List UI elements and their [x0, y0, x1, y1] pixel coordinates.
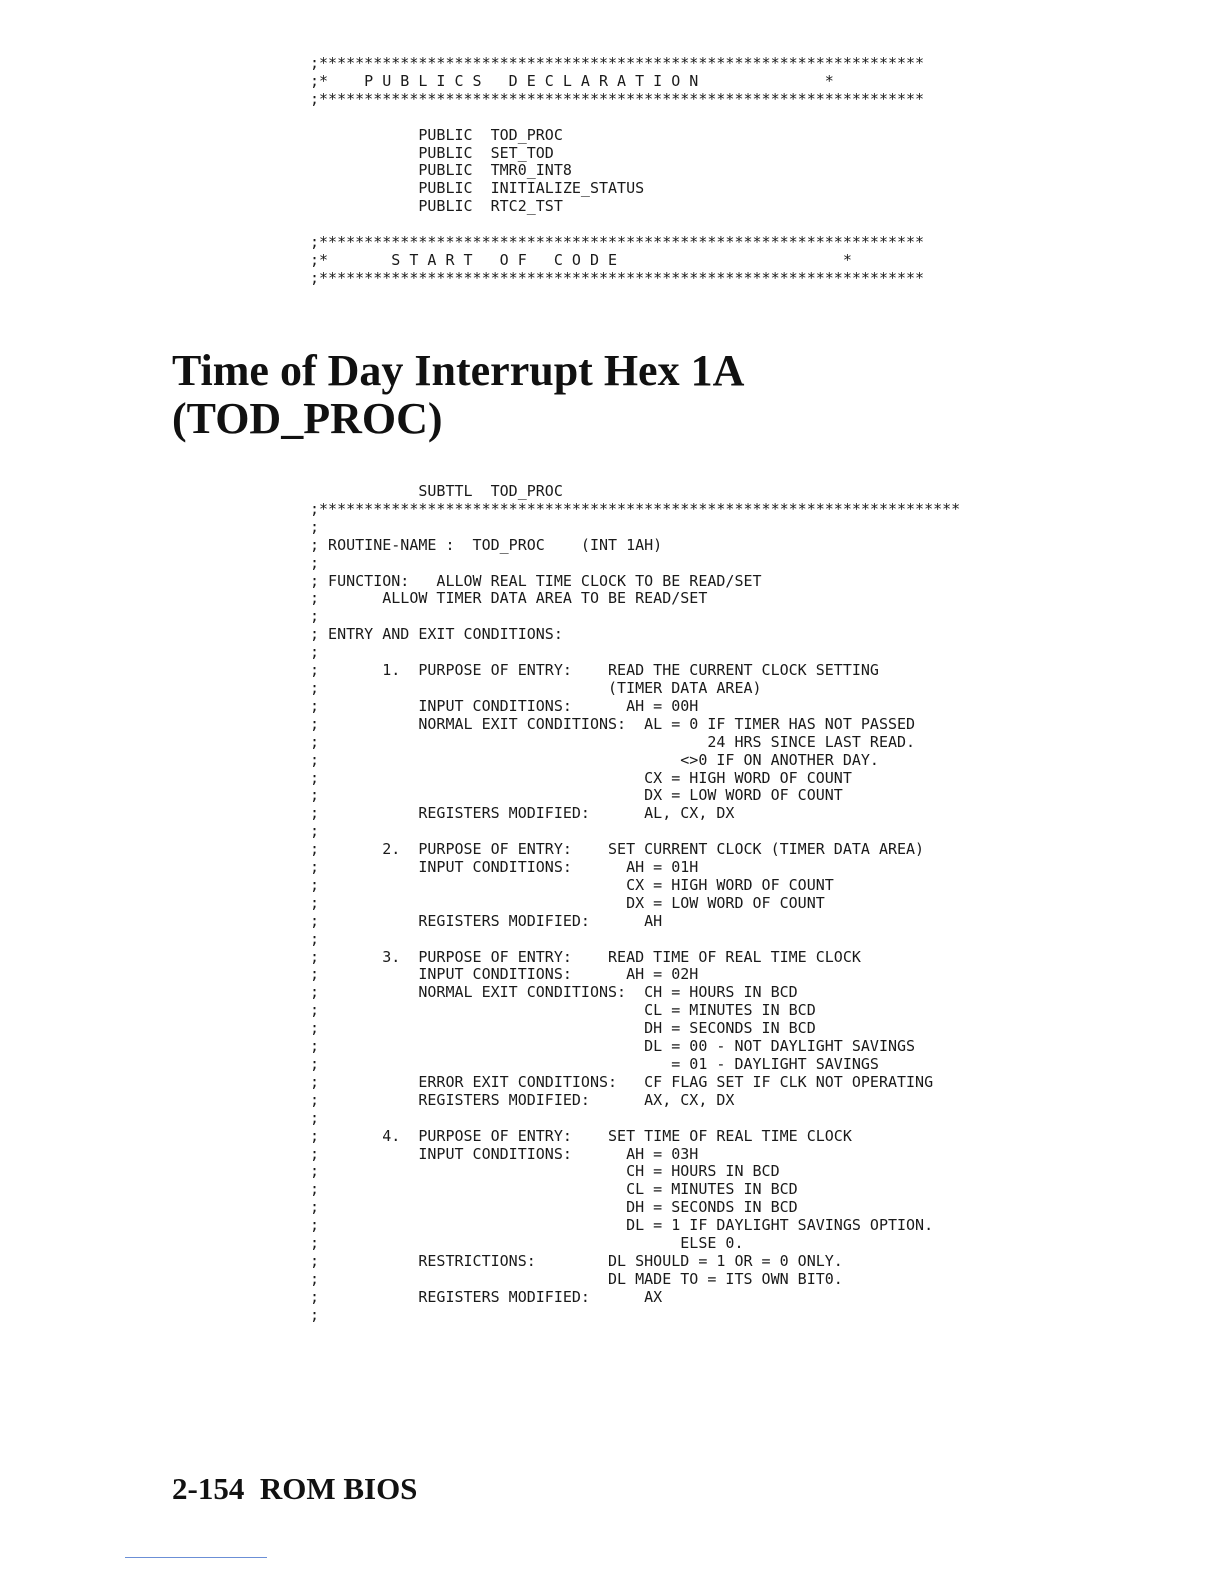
tod-proc-code-block	[310, 483, 960, 1325]
code-line: ; DX = LOW WORD OF COUNT	[310, 786, 843, 805]
code-line: ; INPUT CONDITIONS: AH = 02H	[310, 965, 699, 984]
code-line: ; NORMAL EXIT CONDITIONS: CH = HOURS IN BCD	[310, 983, 798, 1002]
code-line: ; 24 HRS SINCE LAST READ.	[310, 732, 916, 751]
code-line: ; ELSE 0.	[310, 1234, 744, 1253]
bottom-rule-line	[125, 1557, 267, 1558]
code-line: ; CL = MINUTES IN BCD	[310, 1001, 816, 1020]
section-heading-line-2: (TOD_PROC)	[172, 394, 443, 443]
section-heading	[172, 347, 744, 443]
code-line: ; ERROR EXIT CONDITIONS: CF FLAG SET IF CLK NOT OPERATING	[310, 1072, 934, 1091]
code-line: ; DH = SECONDS IN BCD	[310, 1019, 816, 1038]
code-line: PUBLIC RTC2_TST	[310, 197, 563, 216]
code-line: ; DL = 00 - NOT DAYLIGHT SAVINGS	[310, 1037, 916, 1056]
code-line: ; INPUT CONDITIONS: AH = 03H	[310, 1144, 699, 1163]
page-footer-label: 2-154 ROM BIOS	[172, 1471, 418, 1506]
code-line: ;*******************************************************************	[310, 89, 925, 108]
code-line: ;*******************************************************************	[310, 233, 925, 252]
code-line: ; = 01 - DAYLIGHT SAVINGS	[310, 1055, 879, 1073]
code-line: PUBLIC TOD_PROC	[310, 125, 563, 144]
code-line: PUBLIC INITIALIZE_STATUS	[310, 179, 645, 198]
code-line: ; ALLOW TIMER DATA AREA TO BE READ/SET	[310, 589, 708, 608]
code-line: ; (TIMER DATA AREA)	[310, 678, 762, 697]
code-line: ;	[310, 1108, 320, 1127]
code-line: ; FUNCTION: ALLOW REAL TIME CLOCK TO BE READ/SET	[310, 571, 762, 590]
code-line: ;* P U B L I C S D E C L A R A T I O N *	[310, 71, 834, 90]
code-line: ; DL MADE TO = ITS OWN BIT0.	[310, 1269, 843, 1288]
code-line: ;*******************************************************************	[310, 268, 925, 287]
code-line: ; 1. PURPOSE OF ENTRY: READ THE CURRENT CLOCK SETTING	[310, 661, 879, 680]
code-line: ;* S T A R T O F C O D E *	[310, 250, 852, 269]
code-line: ;	[310, 607, 320, 626]
code-line: ; CL = MINUTES IN BCD	[310, 1180, 798, 1199]
code-line: ; REGISTERS MODIFIED: AH	[310, 911, 663, 930]
code-line: ; 2. PURPOSE OF ENTRY: SET CURRENT CLOCK (TIMER DATA AREA)	[310, 840, 925, 859]
code-line: ;	[310, 1305, 320, 1324]
code-line: ;***********************************************************************	[310, 499, 961, 518]
code-line: PUBLIC TMR0_INT8	[310, 161, 572, 180]
code-line: ;	[310, 929, 320, 948]
code-line: ; REGISTERS MODIFIED: AX, CX, DX	[310, 1090, 735, 1109]
publics-declaration-code-block	[310, 55, 924, 288]
section-heading-line-1: Time of Day Interrupt Hex 1A	[172, 346, 745, 395]
code-line: ; INPUT CONDITIONS: AH = 00H	[310, 696, 699, 715]
code-line: ; <>0 IF ON ANOTHER DAY.	[310, 750, 879, 769]
code-line: ; 3. PURPOSE OF ENTRY: READ TIME OF REAL TIME CLOCK	[310, 947, 861, 966]
code-line: ;*******************************************************************	[310, 54, 925, 72]
code-line: ; DH = SECONDS IN BCD	[310, 1198, 798, 1217]
code-line: ; INPUT CONDITIONS: AH = 01H	[310, 858, 699, 877]
code-line: ; ROUTINE-NAME : TOD_PROC (INT 1AH)	[310, 535, 663, 554]
code-line: ;	[310, 822, 320, 841]
code-line: ; RESTRICTIONS: DL SHOULD = 1 OR = 0 ONLY.	[310, 1251, 843, 1270]
code-line: ;	[310, 643, 320, 662]
code-line: SUBTTL TOD_PROC	[310, 482, 563, 500]
code-line	[310, 109, 924, 127]
code-line: ;	[310, 517, 320, 536]
code-line: ; CH = HOURS IN BCD	[310, 1162, 780, 1181]
code-line: ; CX = HIGH WORD OF COUNT	[310, 875, 834, 894]
code-line	[310, 216, 924, 234]
code-line: PUBLIC SET_TOD	[310, 143, 554, 162]
code-line: ; DL = 1 IF DAYLIGHT SAVINGS OPTION.	[310, 1216, 934, 1235]
code-line: ; CX = HIGH WORD OF COUNT	[310, 768, 852, 787]
code-line: ; ENTRY AND EXIT CONDITIONS:	[310, 625, 563, 644]
code-line: ; REGISTERS MODIFIED: AX	[310, 1287, 663, 1306]
code-line: ; NORMAL EXIT CONDITIONS: AL = 0 IF TIMER HAS NOT PASSED	[310, 714, 916, 733]
code-line: ;	[310, 553, 320, 572]
code-line: ; 4. PURPOSE OF ENTRY: SET TIME OF REAL TIME CLOCK	[310, 1126, 852, 1145]
code-line: ; REGISTERS MODIFIED: AL, CX, DX	[310, 804, 735, 823]
code-line: ; DX = LOW WORD OF COUNT	[310, 893, 825, 912]
